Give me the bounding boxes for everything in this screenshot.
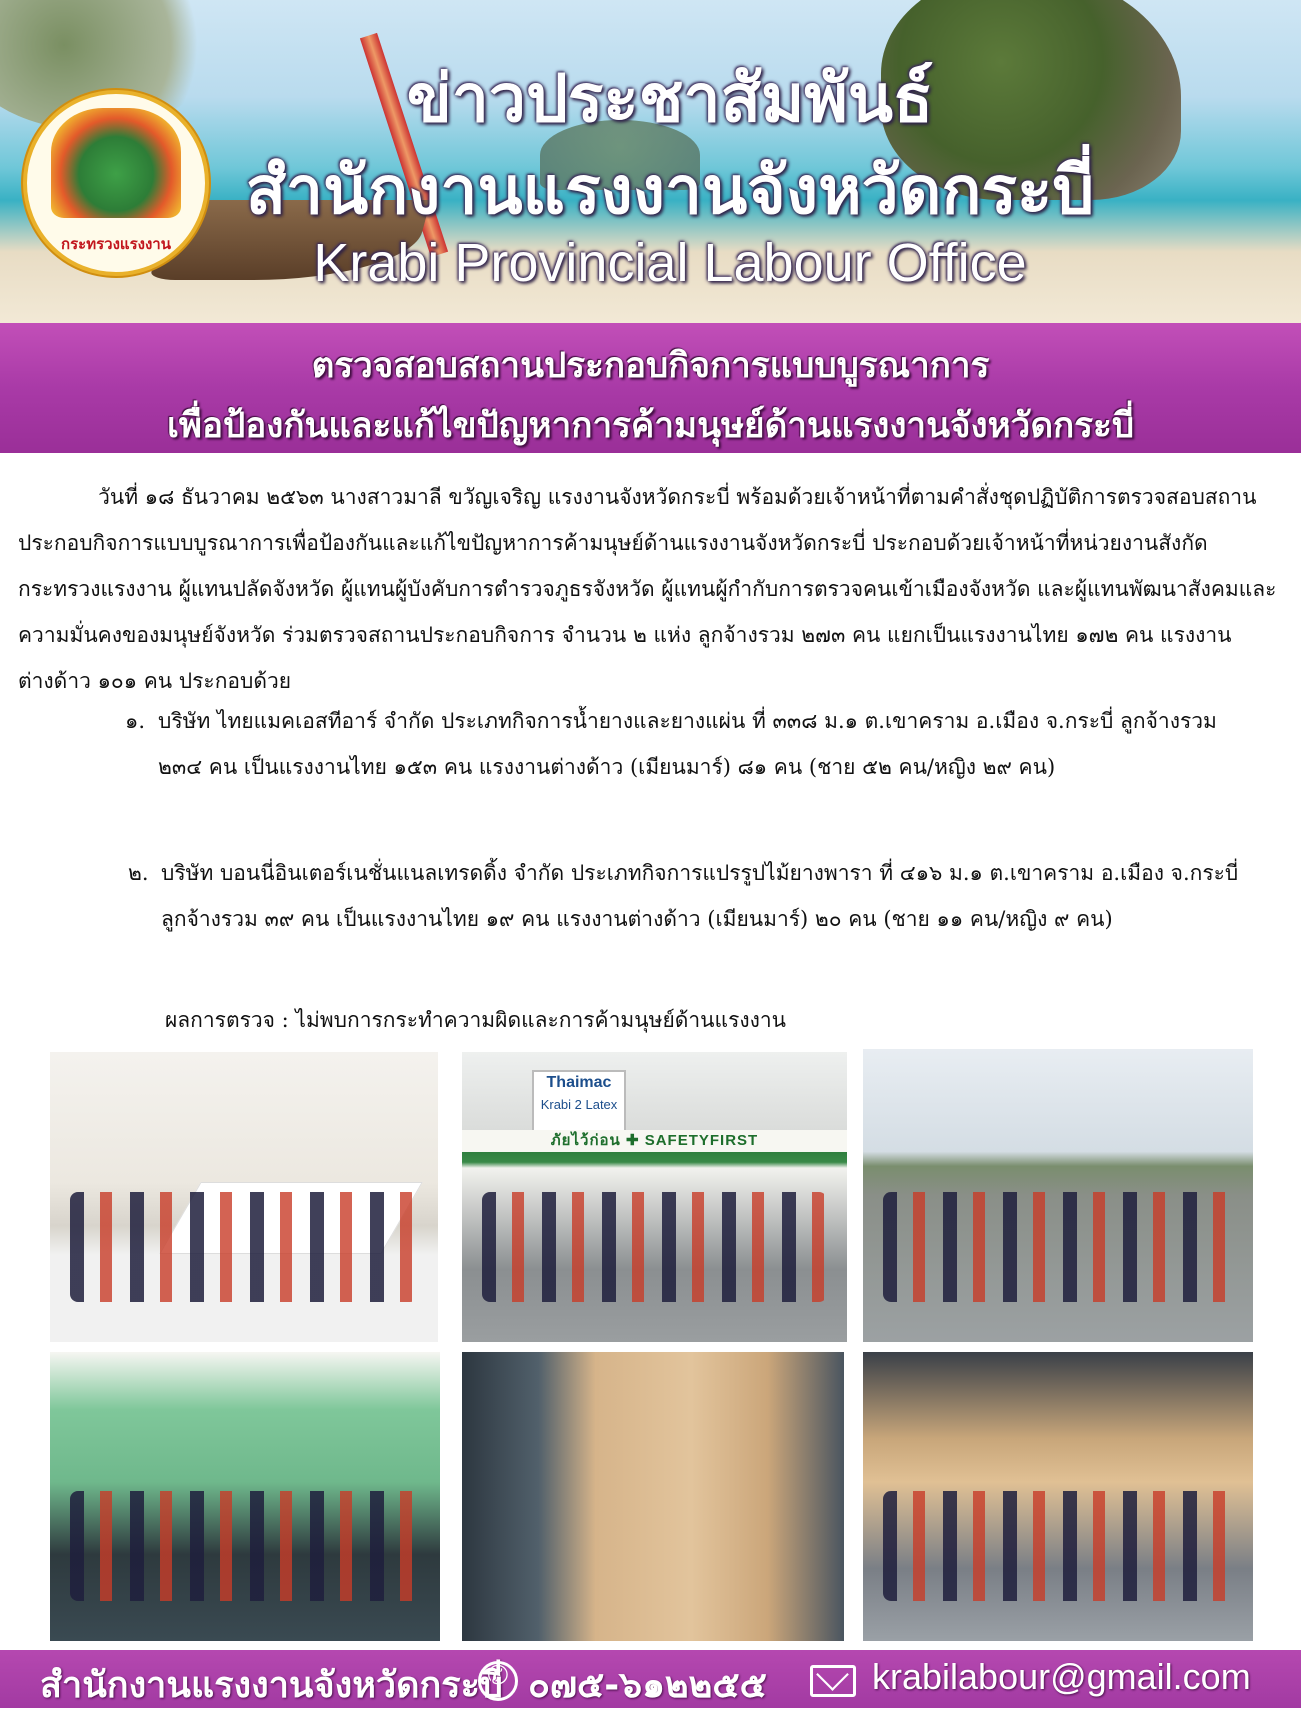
phone-icon [478, 1661, 518, 1701]
photo-people-detail [883, 1491, 1233, 1601]
photo-people-detail [482, 1192, 827, 1302]
photo-factory-entrance [462, 1052, 847, 1342]
footer-phone[interactable]: ๐๗๕-๖๑๒๒๕๕ [528, 1665, 767, 1706]
company-sign [532, 1070, 626, 1134]
list-item-text: บริษัท บอนนี่อินเตอร์เนชั่นแนลเทรดดิ้ง จำกัด ประเภทกิจการแปรรูปไม้ยางพารา ที่ ๔๑๖ ม.๑ ต.เขาคราม อ.เมือง จ.กระบี่ ลูกจ้างรวม ๓๙ คน เป็นแรงงานไทย ๑๙ คน แรงงานต่างด้าว (เมียนมาร์) ๒๐ คน (ชาย ๑๑ คน/หญิง ๙ คน) [161, 861, 1239, 931]
header-title-english: Krabi Provincial Labour Office [313, 233, 1027, 293]
sign-sub: Krabi 2 Latex [540, 1097, 618, 1112]
list-item-text: บริษัท ไทยแมคเอสทีอาร์ จำกัด ประเภทกิจการน้ำยางและยางแผ่น ที่ ๓๓๘ ม.๑ ต.เขาคราม อ.เมือง จ.กระบี่ ลูกจ้างรวม ๒๓๔ คน เป็นแรงงานไทย ๑๕๓ คน แรงงานต่างด้าว (เมียนมาร์) ๘๑ คน (ชาย ๕๒ คน/หญิง ๒๙ คน) [158, 709, 1217, 779]
header-banner [0, 0, 1301, 323]
safety-banner: ภัยไว้ก่อน ✚ SAFETYFIRST [462, 1130, 847, 1152]
photo-outdoor-inspection [863, 1049, 1253, 1342]
list-item-number: ๑. [125, 709, 146, 733]
list-item [125, 698, 1275, 838]
mail-icon [810, 1665, 856, 1697]
photo-people-detail [70, 1491, 420, 1601]
headline-line-2: เพื่อป้องกันและแก้ไขปัญหาการค้ามนุษย์ด้านแรงงานจังหวัดกระบี่ [166, 406, 1135, 446]
logo-emblem-icon [51, 108, 181, 218]
photo-group-warehouse [863, 1352, 1253, 1641]
photo-people-detail [883, 1192, 1233, 1302]
sign-brand: Thaimac [546, 1074, 612, 1091]
header-title-thai-1: ข่าวประชาสัมพันธ์ [406, 60, 934, 137]
list-item [128, 850, 1278, 990]
inspection-result: ผลการตรวจ : ไม่พบการกระทำความผิดและการค้ามนุษย์ด้านแรงงาน [165, 1008, 786, 1032]
list-item-number: ๒. [128, 861, 149, 885]
headline-line-1: ตรวจสอบสถานประกอบกิจการแบบบูรณาการ [311, 346, 990, 386]
footer-email[interactable]: krabilabour@gmail.com [872, 1656, 1251, 1697]
footer-bar [0, 1650, 1301, 1708]
photo-people-detail [70, 1192, 418, 1302]
photo-office-meeting [50, 1352, 440, 1641]
photo-lumber-warehouse [462, 1352, 844, 1641]
photo-meeting-room [50, 1052, 438, 1342]
body-paragraph: วันที่ ๑๘ ธันวาคม ๒๕๖๓ นางสาวมาลี ขวัญเจริญ แรงงานจังหวัดกระบี่ พร้อมด้วยเจ้าหน้าที่ตามคำสั่งชุดปฏิบัติการตรวจสอบสถานประกอบกิจการแบบบูรณาการเพื่อป้องกันและแก้ไขปัญหาการค้ามนุษย์ด้านแรงงานจังหวัดกระบี่ ประกอบด้วยเจ้าหน้าที่หน่วยงานสังกัดกระทรวงแรงงาน ผู้แทนปลัดจังหวัด ผู้แทนผู้บังคับการตำรวจภูธรจังหวัด ผู้แทนผู้กำกับการตรวจคนเข้าเมืองจังหวัด และผู้แทนพัฒนาสังคมและความมั่นคงของมนุษย์จังหวัด ร่วมตรวจสถานประกอบกิจการ จำนวน ๒ แห่ง ลูกจ้างรวม ๒๗๓ คน แยกเป็นแรงงานไทย ๑๗๒ คน แรงงานต่างด้าว ๑๐๑ คน ประกอบด้วย [18, 485, 1277, 693]
footer-office-name: สำนักงานแรงงานจังหวัดกระบี่ [40, 1665, 503, 1706]
header-title-thai-2: สำนักงานแรงงานจังหวัดกระบี่ [245, 152, 1095, 229]
logo-text: กระทรวงแรงงาน [61, 235, 171, 253]
